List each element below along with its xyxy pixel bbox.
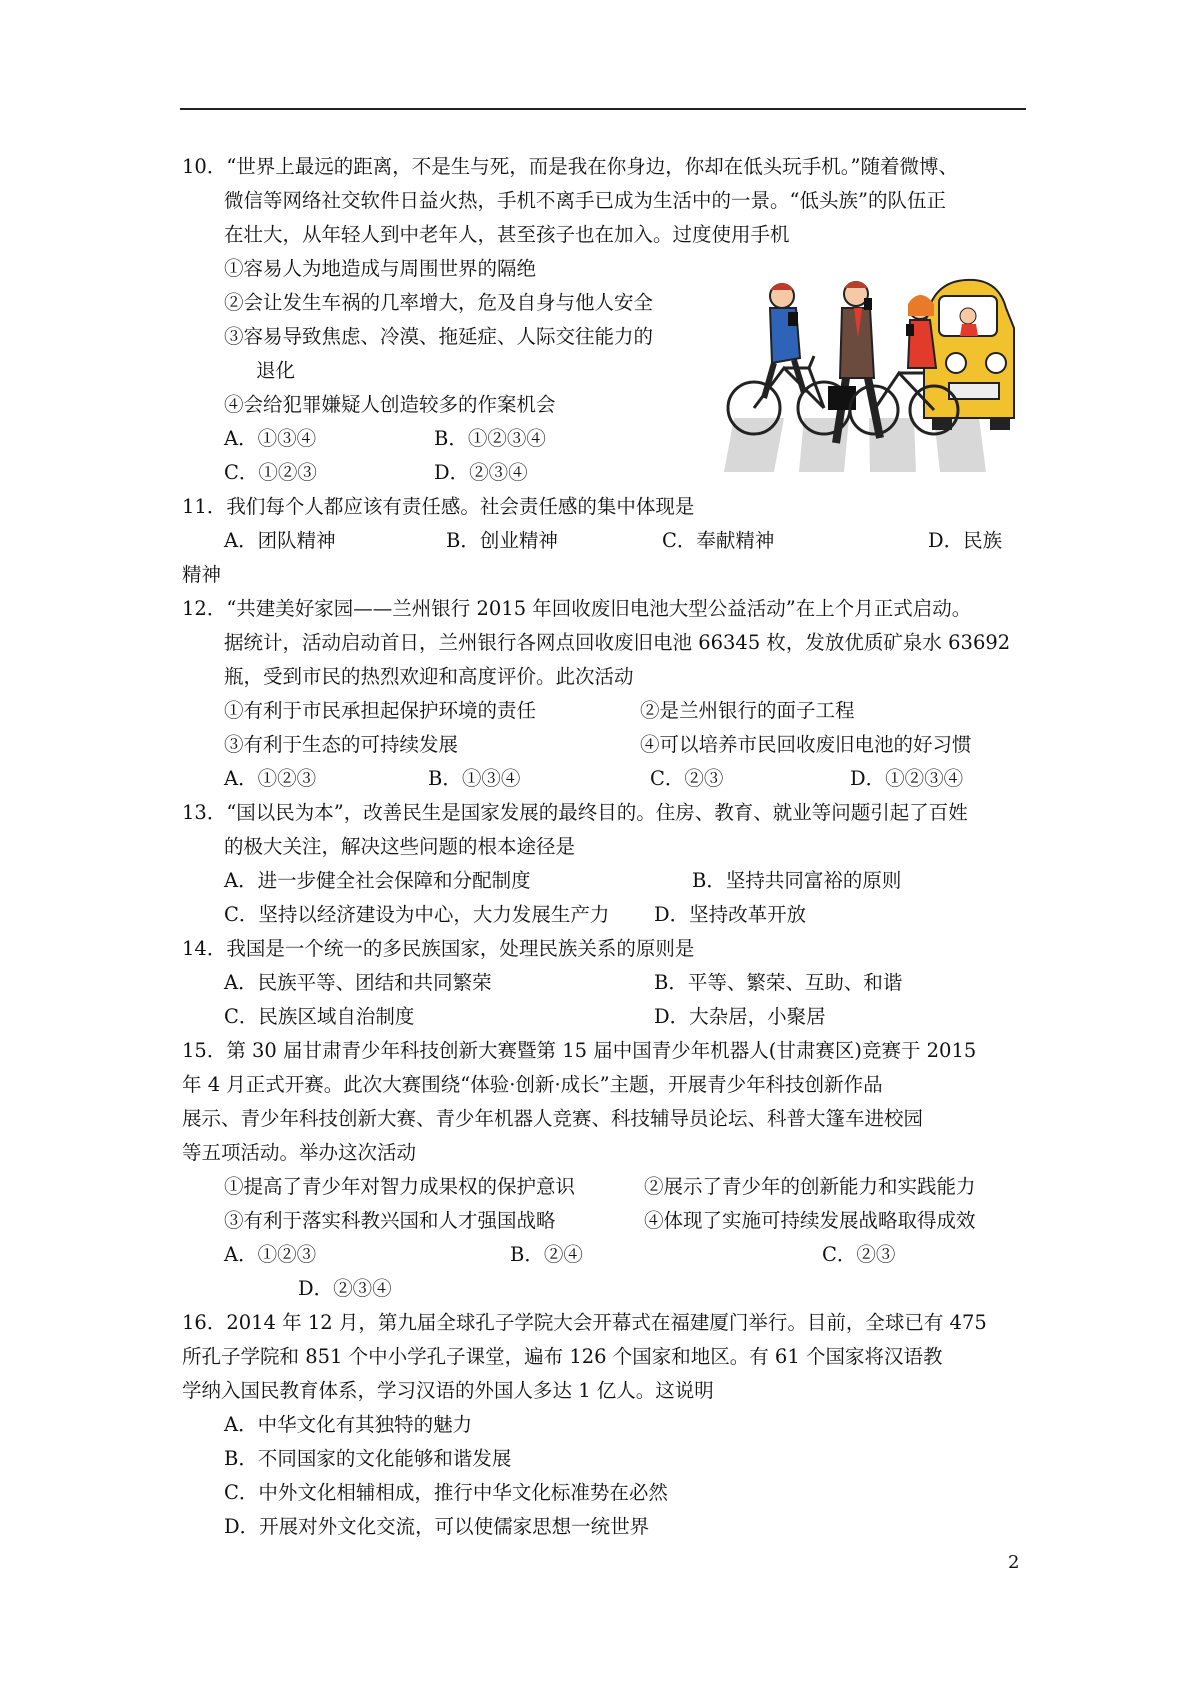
q10-option-d[interactable]: D．②③④ <box>434 461 528 484</box>
q11-option-a[interactable]: A．团队精神 <box>224 529 336 552</box>
question-14 <box>182 932 1028 1034</box>
woman-red-phone-icon <box>906 295 936 368</box>
q15-option-c[interactable]: C．②③ <box>822 1243 896 1266</box>
q15-option-b[interactable]: B．②④ <box>510 1243 583 1266</box>
question-11 <box>182 490 1028 592</box>
question-13 <box>182 796 1028 932</box>
q10-option-c[interactable]: C．①②③ <box>224 461 317 484</box>
q14-options-row-2 <box>182 1000 1028 1034</box>
q16-stem-line-2: 所孔子学院和 851 个中小学孔子课堂，遍布 126 个国家和地区。有 61 个国家将汉语教 <box>182 1345 943 1368</box>
q12-options-row <box>182 762 1028 796</box>
q11-option-d[interactable]: D．民族 <box>928 529 1003 552</box>
question-16 <box>182 1306 1028 1544</box>
man-suit-phone-icon <box>828 281 880 443</box>
q11-stem: 11．我们每个人都应该有责任感。社会责任感的集中体现是 <box>182 495 695 518</box>
q10-statement-4: ④会给犯罪嫌疑人创造较多的作案机会 <box>224 393 556 416</box>
q16-option-d[interactable]: D．开展对外文化交流，可以使儒家思想一统世界 <box>224 1515 650 1538</box>
q10-stem-line-1: 10．“世界上最远的距离，不是生与死，而是我在你身边，你却在低头玩手机。”随着微博、 <box>182 155 959 178</box>
q14-option-c[interactable]: C．民族区域自治制度 <box>224 1005 415 1028</box>
q13-options-row-2 <box>182 898 1028 932</box>
q11-option-b[interactable]: B．创业精神 <box>446 529 558 552</box>
q13-option-b[interactable]: B．坚持共同富裕的原则 <box>692 869 902 892</box>
q15-statement-3: ③有利于落实科教兴国和人才强国战略 <box>224 1209 556 1232</box>
q14-option-b[interactable]: B．平等、繁荣、互助、和谐 <box>654 971 903 994</box>
q15-stem-line-1: 15．第 30 届甘肃青少年科技创新大赛暨第 15 届中国青少年机器人(甘肃赛区)竞赛于 2015 <box>182 1039 977 1062</box>
q12-statement-4: ④可以培养市民回收废旧电池的好习惯 <box>640 733 972 756</box>
q15-statement-1: ①提高了青少年对智力成果权的保护意识 <box>224 1175 576 1198</box>
q15-option-a[interactable]: A．①②③ <box>224 1243 317 1266</box>
q10-stem-line-3: 在壮大，从年轻人到中老年人，甚至孩子也在加入。过度使用手机 <box>224 223 790 246</box>
cyclists-phone-illustration <box>724 268 1016 472</box>
q12-statement-2: ②是兰州银行的面子工程 <box>640 699 855 722</box>
q13-option-d[interactable]: D．坚持改革开放 <box>654 903 807 926</box>
q16-stem-line-1: 16．2014 年 12 月，第九届全球孔子学院大会开幕式在福建厦门举行。目前，全球已有 475 <box>182 1311 987 1334</box>
q12-stem-line-3: 瓶，受到市民的热烈欢迎和高度评价。此次活动 <box>224 665 634 688</box>
q11-options-row <box>182 524 1028 558</box>
q15-statements-row-2 <box>182 1204 1028 1238</box>
q16-option-c[interactable]: C．中外文化相辅相成，推行中华文化标准势在必然 <box>224 1481 668 1504</box>
q10-option-b[interactable]: B．①②③④ <box>434 427 546 450</box>
q13-option-c[interactable]: C．坚持以经济建设为中心，大力发展生产力 <box>224 903 610 926</box>
q14-options-row-1 <box>182 966 1028 1000</box>
page-number: 2 <box>1008 1552 1020 1573</box>
q11-option-d-overflow: 精神 <box>182 563 222 586</box>
q15-stem-line-4: 等五项活动。举办这次活动 <box>182 1141 417 1164</box>
q12-statement-3: ③有利于生态的可持续发展 <box>224 733 459 756</box>
q12-stem-line-1: 12．“共建美好家园——兰州银行 2015 年回收废旧电池大型公益活动”在上个月正式启动。 <box>182 597 972 620</box>
yellow-car-icon <box>924 280 1014 430</box>
q14-stem: 14．我国是一个统一的多民族国家，处理民族关系的原则是 <box>182 937 695 960</box>
q16-option-a[interactable]: A．中华文化有其独特的魅力 <box>224 1413 473 1436</box>
q12-statements-row-1 <box>182 694 1028 728</box>
q10-option-a[interactable]: A．①③④ <box>224 427 317 450</box>
q10-statement-3-cont: 退化 <box>256 359 296 382</box>
q14-option-d[interactable]: D．大杂居，小聚居 <box>654 1005 826 1028</box>
q12-option-c[interactable]: C．②③ <box>650 767 724 790</box>
q12-option-d[interactable]: D．①②③④ <box>850 767 964 790</box>
q10-statement-2: ②会让发生车祸的几率增大，危及自身与他人安全 <box>224 291 654 314</box>
q14-option-a[interactable]: A．民族平等、团结和共同繁荣 <box>224 971 492 994</box>
q15-statement-4: ④体现了实施可持续发展战略取得成效 <box>644 1209 976 1232</box>
q12-statement-1: ①有利于市民承担起保护环境的责任 <box>224 699 537 722</box>
q13-stem-line-1: 13．“国以民为本”，改善民生是国家发展的最终目的。住房、教育、就业等问题引起了百姓 <box>182 801 968 824</box>
q12-option-a[interactable]: A．①②③ <box>224 767 317 790</box>
man-blue-phone-icon <box>764 283 804 398</box>
q12-statements-row-2 <box>182 728 1028 762</box>
q13-stem-line-2: 的极大关注，解决这些问题的根本途径是 <box>224 835 576 858</box>
q10-statement-1: ①容易人为地造成与周围世界的隔绝 <box>224 257 537 280</box>
q10-statement-3: ③容易导致焦虑、冷漠、拖延症、人际交往能力的 <box>224 325 654 348</box>
q15-statements-row-1 <box>182 1170 1028 1204</box>
q16-option-b[interactable]: B．不同国家的文化能够和谐发展 <box>224 1447 512 1470</box>
q16-stem-line-3: 学纳入国民教育体系，学习汉语的外国人多达 1 亿人。这说明 <box>182 1379 714 1402</box>
q12-option-b[interactable]: B．①③④ <box>428 767 521 790</box>
q15-options-row-2 <box>182 1272 1028 1306</box>
q12-stem-line-2: 据统计，活动启动首日，兰州银行各网点回收废旧电池 66345 枚，发放优质矿泉水 63692 <box>224 631 1011 654</box>
q15-stem-line-3: 展示、青少年科技创新大赛、青少年机器人竞赛、科技辅导员论坛、科普大篷车进校园 <box>182 1107 924 1130</box>
q15-option-d[interactable]: D．②③④ <box>298 1277 392 1300</box>
q15-stem-line-2: 年 4 月正式开赛。此次大赛围绕“体验·创新·成长”主题，开展青少年科技创新作品 <box>182 1073 883 1096</box>
q10-stem-line-2: 微信等网络社交软件日益火热，手机不离手已成为生活中的一景。“低头族”的队伍正 <box>224 189 946 212</box>
q15-statement-2: ②展示了青少年的创新能力和实践能力 <box>644 1175 976 1198</box>
q13-option-a[interactable]: A．进一步健全社会保障和分配制度 <box>224 869 531 892</box>
q11-option-c[interactable]: C．奉献精神 <box>662 529 775 552</box>
question-12 <box>182 592 1028 796</box>
q15-options-row <box>182 1238 1028 1272</box>
q13-options-row-1 <box>182 864 1028 898</box>
header-rule <box>180 108 1026 110</box>
question-15 <box>182 1034 1028 1306</box>
